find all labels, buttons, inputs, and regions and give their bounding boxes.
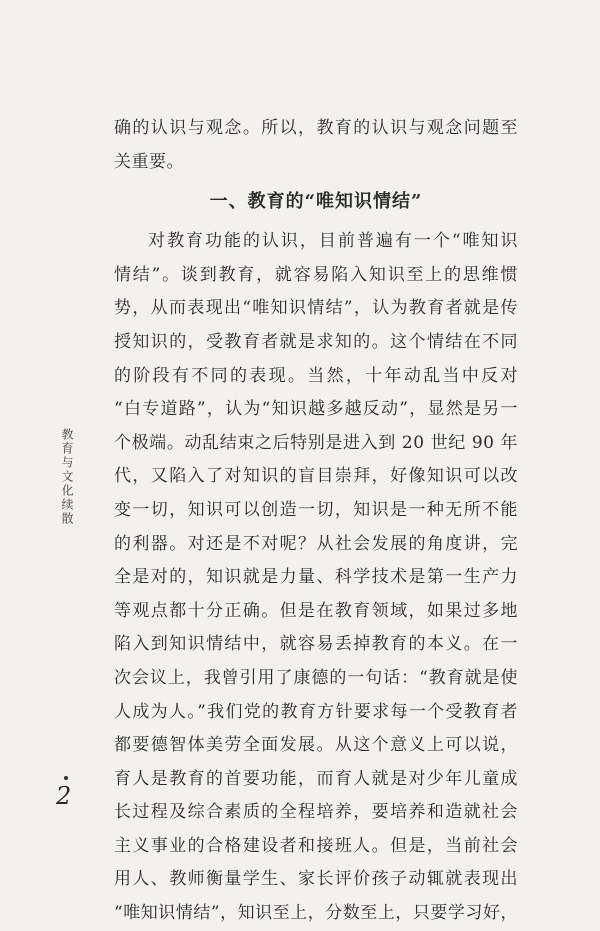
paragraph-line: 全是对的，知识就是力量、科学技术是第一生产力 xyxy=(114,567,518,588)
running-book-title: 教育与文化续散 xyxy=(60,428,74,526)
paragraph-line: 授知识的，受教育者就是求知的。这个情结在不同 xyxy=(114,331,518,352)
paragraph-line: 次会议上，我曾引用了康德的一句话：“教育就是使 xyxy=(114,667,518,688)
paragraph-line: 育人是教育的首要功能，而育人就是对少年儿童成 xyxy=(114,768,518,789)
paragraph-line: 势，从而表现出“唯知识情结”，认为教育者就是传 xyxy=(114,298,518,319)
text-line: 关重要。 xyxy=(114,151,184,172)
paragraph-line: 变一切，知识可以创造一切，知识是一种无所不能 xyxy=(114,499,518,520)
paragraph-line: 个极端。动乱结束之后特别是进入到 20 世纪 90 年 xyxy=(114,432,518,453)
paragraph-line: 用人、教师衡量学生、家长评价孩子动辄就表现出 xyxy=(114,869,518,890)
paragraph-line: 都要德智体美劳全面发展。从这个意义上可以说， xyxy=(114,735,518,756)
paragraph-line: “白专道路”，认为“知识越多越反动”，显然是另一 xyxy=(114,399,518,420)
paragraph-line: 陷入到知识情结中，就容易丢掉教育的本义。在一 xyxy=(114,634,518,655)
paragraph-line: 等观点都十分正确。但是在教育领域，如果过多地 xyxy=(114,600,518,621)
paragraph-line: 的阶段有不同的表现。当然，十年动乱当中反对 xyxy=(114,365,518,386)
section-heading: 一、教育的“唯知识情结” xyxy=(209,191,423,213)
paragraph-line: 情结”。谈到教育，就容易陷入知识至上的思维惯 xyxy=(114,264,518,285)
paragraph-line: 对教育功能的认识，目前普遍有一个“唯知识 xyxy=(148,231,518,252)
body-text xyxy=(114,112,518,931)
paragraph-line: 长过程及综合素质的全程培养，要培养和造就社会 xyxy=(114,802,518,823)
page-number-dot xyxy=(64,776,68,780)
paragraph-line: 主义事业的合格建设者和接班人。但是，当前社会 xyxy=(114,835,518,856)
paragraph-line: 的利器。对还是不对呢？从社会发展的角度讲，完 xyxy=(114,533,518,554)
paragraph-line: “唯知识情结”，知识至上，分数至上，只要学习好， xyxy=(114,903,518,924)
text-line: 确的认识与观念。所以，教育的认识与观念问题至 xyxy=(114,118,518,138)
paragraph-line: 人成为人。”我们党的教育方针要求每一个受教育者 xyxy=(114,701,518,722)
paragraph-line: 代，又陷入了对知识的盲目崇拜，好像知识可以改 xyxy=(114,466,518,487)
page-number: 2 xyxy=(56,782,72,810)
